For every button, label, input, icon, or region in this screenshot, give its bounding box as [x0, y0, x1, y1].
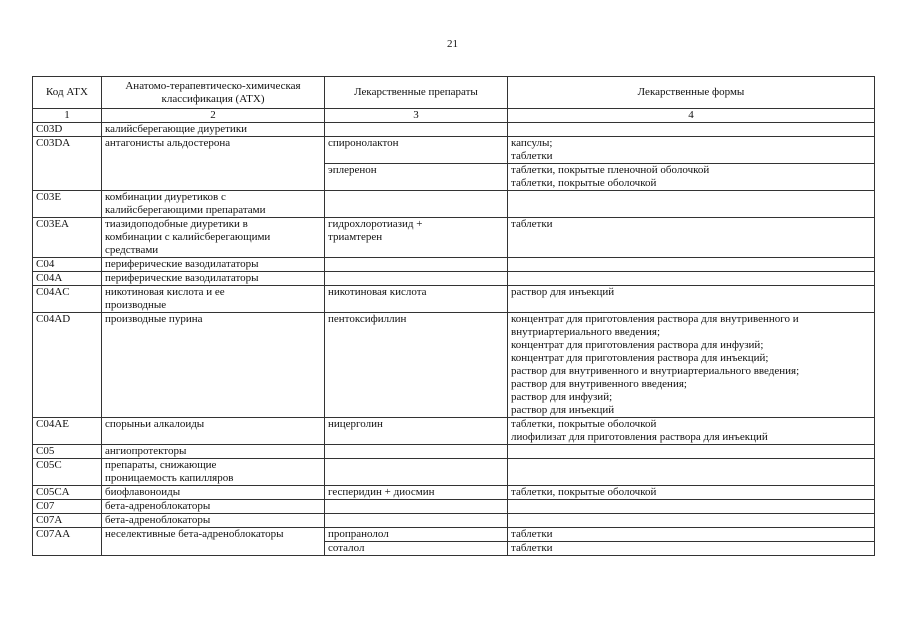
dosage-form-line: раствор для внутривенного введения; — [511, 378, 687, 390]
page-number: 21 — [447, 38, 458, 50]
classification-line: антагонисты альдостерона — [105, 137, 231, 149]
dosage-form-line: раствор для инъекций — [511, 404, 615, 416]
header-row — [33, 77, 875, 109]
drug-cell — [325, 500, 508, 514]
dosage-form-cell — [508, 486, 875, 500]
dosage-form-cell — [508, 313, 875, 418]
dosage-form-cell — [508, 272, 875, 286]
drug-name-line: пропранолол — [328, 528, 389, 540]
classification-line: комбинации диуретиков с — [105, 191, 226, 203]
dosage-form-cell — [508, 123, 875, 137]
atx-code-cell: C07AA — [33, 528, 102, 556]
dosage-form-cell — [508, 459, 875, 486]
atx-code-cell: C04 — [33, 258, 102, 272]
dosage-form-line: таблетки — [511, 528, 553, 540]
column-number-row — [33, 109, 875, 123]
classification-line: калийсберегающими препаратами — [105, 204, 266, 216]
atx-classification-cell — [102, 123, 325, 137]
atx-code-cell: C07A — [33, 514, 102, 528]
classification-line: никотиновая кислота и ее — [105, 286, 225, 298]
atx-classification-cell — [102, 258, 325, 272]
classification-line: калийсберегающие диуретики — [105, 123, 248, 135]
drug-cell — [325, 137, 508, 164]
drug-cell — [325, 272, 508, 286]
table-row — [33, 500, 875, 514]
atx-classification-cell — [102, 528, 325, 556]
table-body — [33, 123, 875, 556]
drug-cell — [325, 418, 508, 445]
atx-classification-cell — [102, 418, 325, 445]
classification-line: проницаемость капилляров — [105, 472, 234, 484]
classification-line: периферические вазодилататоры — [105, 272, 259, 284]
drug-name-line: никотиновая кислота — [328, 286, 427, 298]
dosage-form-line: раствор для инфузий; — [511, 391, 613, 403]
dosage-form-line: внутриартериального введения; — [511, 326, 661, 338]
atx-code-cell: C05C — [33, 459, 102, 486]
atx-code-cell: C03EA — [33, 218, 102, 258]
dosage-form-cell — [508, 137, 875, 164]
atx-classification-cell — [102, 486, 325, 500]
drug-cell — [325, 528, 508, 542]
dosage-form-cell — [508, 286, 875, 313]
column-number: 3 — [325, 109, 508, 123]
table-row — [33, 514, 875, 528]
classification-line: тиазидоподобные диуретики в — [105, 218, 248, 230]
column-number: 2 — [102, 109, 325, 123]
atx-classification-cell — [102, 191, 325, 218]
dosage-form-line: концентрат для приготовления раствора для внутривенного и — [511, 313, 799, 325]
atx-classification-cell — [102, 137, 325, 191]
atx-code-cell: C05CA — [33, 486, 102, 500]
dosage-form-line: раствор для инъекций — [511, 286, 615, 298]
drug-name-line: триамтерен — [328, 231, 383, 243]
drug-name-line: гесперидин + диосмин — [328, 486, 435, 498]
dosage-form-cell — [508, 514, 875, 528]
atx-classification-cell — [102, 500, 325, 514]
atx-code-cell: C04A — [33, 272, 102, 286]
drug-name-line: соталол — [328, 542, 365, 554]
dosage-form-line: таблетки — [511, 150, 553, 162]
table-row — [33, 258, 875, 272]
table-row — [33, 218, 875, 258]
atx-classification-cell — [102, 313, 325, 418]
dosage-form-cell — [508, 164, 875, 191]
atx-classification-cell — [102, 272, 325, 286]
table-row — [33, 191, 875, 218]
classification-line: периферические вазодилататоры — [105, 258, 259, 270]
drug-cell — [325, 445, 508, 459]
drug-name-line: ницерголин — [328, 418, 383, 430]
column-number: 1 — [33, 109, 102, 123]
table-row — [33, 486, 875, 500]
dosage-form-line: таблетки, покрытые оболочкой — [511, 177, 657, 189]
dosage-form-cell — [508, 445, 875, 459]
dosage-form-cell — [508, 500, 875, 514]
atx-classification-cell — [102, 514, 325, 528]
table-row — [33, 459, 875, 486]
atx-table — [32, 76, 875, 556]
drug-cell — [325, 459, 508, 486]
column-number: 4 — [508, 109, 875, 123]
dosage-form-line: таблетки, покрытые пленочной оболочкой — [511, 164, 710, 176]
header-atx-classification: Анатомо-терапевтическо-химическая классификация (АТХ) — [102, 77, 325, 109]
dosage-form-line: таблетки — [511, 218, 553, 230]
table-row — [33, 528, 875, 542]
atx-code-cell: C04AE — [33, 418, 102, 445]
dosage-form-cell — [508, 218, 875, 258]
atx-code-cell: C04AC — [33, 286, 102, 313]
classification-line: бета-адреноблокаторы — [105, 514, 211, 526]
drug-cell — [325, 258, 508, 272]
dosage-form-line: таблетки, покрытые оболочкой — [511, 418, 657, 430]
classification-line: неселективные бета-адреноблокаторы — [105, 528, 284, 540]
atx-classification-cell — [102, 459, 325, 486]
table-row — [33, 123, 875, 137]
classification-line: производные — [105, 299, 167, 311]
drug-name-line: гидрохлоротиазид + — [328, 218, 423, 230]
table-row — [33, 272, 875, 286]
drug-cell — [325, 164, 508, 191]
drug-cell — [325, 542, 508, 556]
drug-cell — [325, 486, 508, 500]
atx-classification-cell — [102, 286, 325, 313]
classification-line: бета-адреноблокаторы — [105, 500, 211, 512]
classification-line: производные пурина — [105, 313, 203, 325]
drug-cell — [325, 313, 508, 418]
dosage-form-cell — [508, 418, 875, 445]
header-drugs: Лекарственные препараты — [325, 77, 508, 109]
drug-cell — [325, 286, 508, 313]
header-dosage-forms: Лекарственные формы — [508, 77, 875, 109]
drug-name-line: пентоксифиллин — [328, 313, 407, 325]
dosage-form-cell — [508, 258, 875, 272]
drug-cell — [325, 123, 508, 137]
dosage-form-line: раствор для внутривенного и внутриартериального введения; — [511, 365, 800, 377]
atx-code-cell: C05 — [33, 445, 102, 459]
drug-cell — [325, 218, 508, 258]
dosage-form-line: таблетки — [511, 542, 553, 554]
atx-code-cell: C07 — [33, 500, 102, 514]
atx-code-cell: C03D — [33, 123, 102, 137]
dosage-form-cell — [508, 191, 875, 218]
atx-code-cell: C03DA — [33, 137, 102, 191]
header-atx-code: Код АТХ — [33, 77, 102, 109]
drug-cell — [325, 514, 508, 528]
drug-name-line: спиронолактон — [328, 137, 399, 149]
atx-code-cell: C03E — [33, 191, 102, 218]
classification-line: препараты, снижающие — [105, 459, 217, 471]
dosage-form-cell — [508, 528, 875, 542]
table-row — [33, 137, 875, 164]
classification-line: средствами — [105, 244, 159, 256]
table-row — [33, 418, 875, 445]
atx-code-cell: C04AD — [33, 313, 102, 418]
classification-line: биофлавоноиды — [105, 486, 181, 498]
classification-line: ангиопротекторы — [105, 445, 187, 457]
atx-classification-cell — [102, 218, 325, 258]
dosage-form-line: лиофилизат для приготовления раствора для инъекций — [511, 431, 768, 443]
table-row — [33, 313, 875, 418]
atx-classification-cell — [102, 445, 325, 459]
dosage-form-cell — [508, 542, 875, 556]
dosage-form-line: капсулы; — [511, 137, 553, 149]
table-row — [33, 445, 875, 459]
table-row — [33, 286, 875, 313]
drug-cell — [325, 191, 508, 218]
dosage-form-line: концентрат для приготовления раствора для инфузий; — [511, 339, 764, 351]
classification-line: комбинации с калийсберегающими — [105, 231, 271, 243]
dosage-form-line: концентрат для приготовления раствора для инъекций; — [511, 352, 769, 364]
classification-line: спорыньи алкалоиды — [105, 418, 205, 430]
drug-name-line: эплеренон — [328, 164, 377, 176]
dosage-form-line: таблетки, покрытые оболочкой — [511, 486, 657, 498]
